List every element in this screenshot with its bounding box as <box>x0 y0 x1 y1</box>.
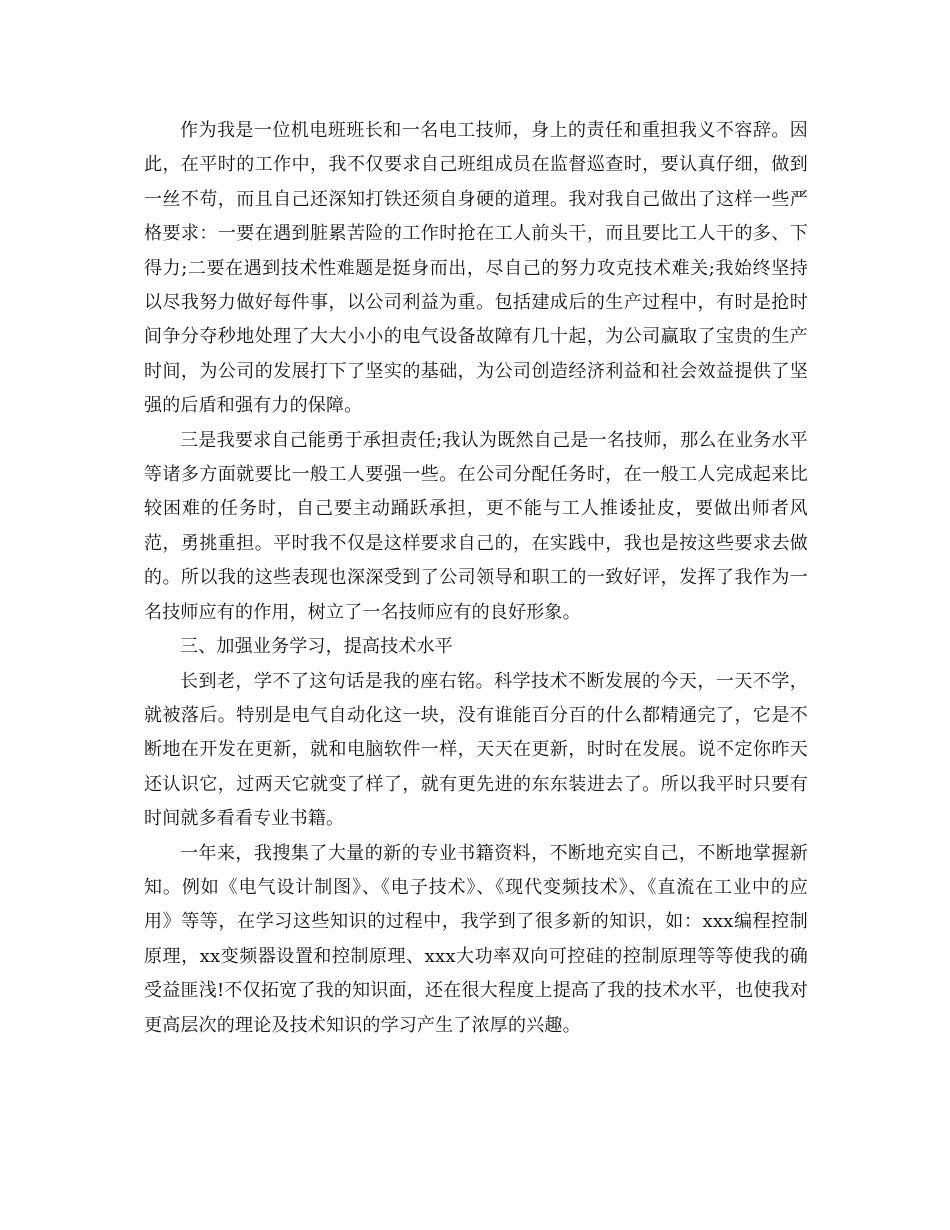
document-body <box>144 114 808 1043</box>
paragraph-responsibility: 作为我是一位机电班班长和一名电工技师，身上的责任和重担我义不容辞。因此，在平时的工作中，我不仅要求自己班组成员在监督巡查时，要认真仔细，做到一丝不苟，而且自己还深知打铁还须自身硬的道理。我对我自己做出了这样一些严格要求：一要在遇到脏累苦险的工作时抢在工人前头干，而且要比工人干的多、下得力;二要在遇到技术性难题是挺身而出，尽自己的努力攻克技术难关;我始终坚持以尽我努力做好每件事，以公司利益为重。包括建成后的生产过程中，有时是抢时间争分夺秒地处理了大大小小的电气设备故障有几十起，为公司赢取了宝贵的生产时间，为公司的发展打下了坚实的基础，为公司创造经济利益和社会效益提供了坚强的后盾和强有力的保障。 <box>144 120 808 417</box>
paragraph-lifelong-learning: 长到老，学不了这句话是我的座右铭。科学技术不断发展的今天，一天不学，就被落后。特别是电气自动化这一块，没有谁能百分百的什么都精通完了，它是不断地在开发在更新，就和电脑软件一样，天天在更新，时时在发展。说不定你昨天还认识它，过两天它就变了样了，就有更先进的东东装进去了。所以我平时只要有时间就多看看专业书籍。 <box>144 670 808 830</box>
paragraph-take-responsibility: 三是我要求自己能勇于承担责任;我认为既然自己是一名技师，那么在业务水平等诸多方面就要比一般工人要强一些。在公司分配任务时，在一般工人完成起来比较困难的任务时，自己要主动踊跃承担，更不能与工人推诿扯皮，要做出师者风范，勇挑重担。平时我不仅是这样要求自己的，在实践中，我也是按这些要求去做的。所以我的这些表现也深深受到了公司领导和职工的一致好评，发挥了我作为一名技师应有的作用，树立了一名技师应有的良好形象。 <box>144 429 808 623</box>
section-heading-study: 三、加强业务学习，提高技术水平 <box>180 636 453 658</box>
paragraph-books-knowledge: 一年来，我搜集了大量的新的专业书籍资料，不断地充实自己，不断地掌握新知。例如《电气设计制图》、《电子技术》、《现代变频技术》、《直流在工业中的应用》等等，在学习这些知识的过程中，我学到了很多新的知识，如：xxx编程控制原理，xx变频器设置和控制原理、xxx大功率双向可控硅的控制原理等等使我的确受益匪浅!不仅拓宽了我的知识面，还在很大程度上提高了我的技术水平，也使我对更高层次的理论及技术知识的学习产生了浓厚的兴趣。 <box>144 842 808 1036</box>
